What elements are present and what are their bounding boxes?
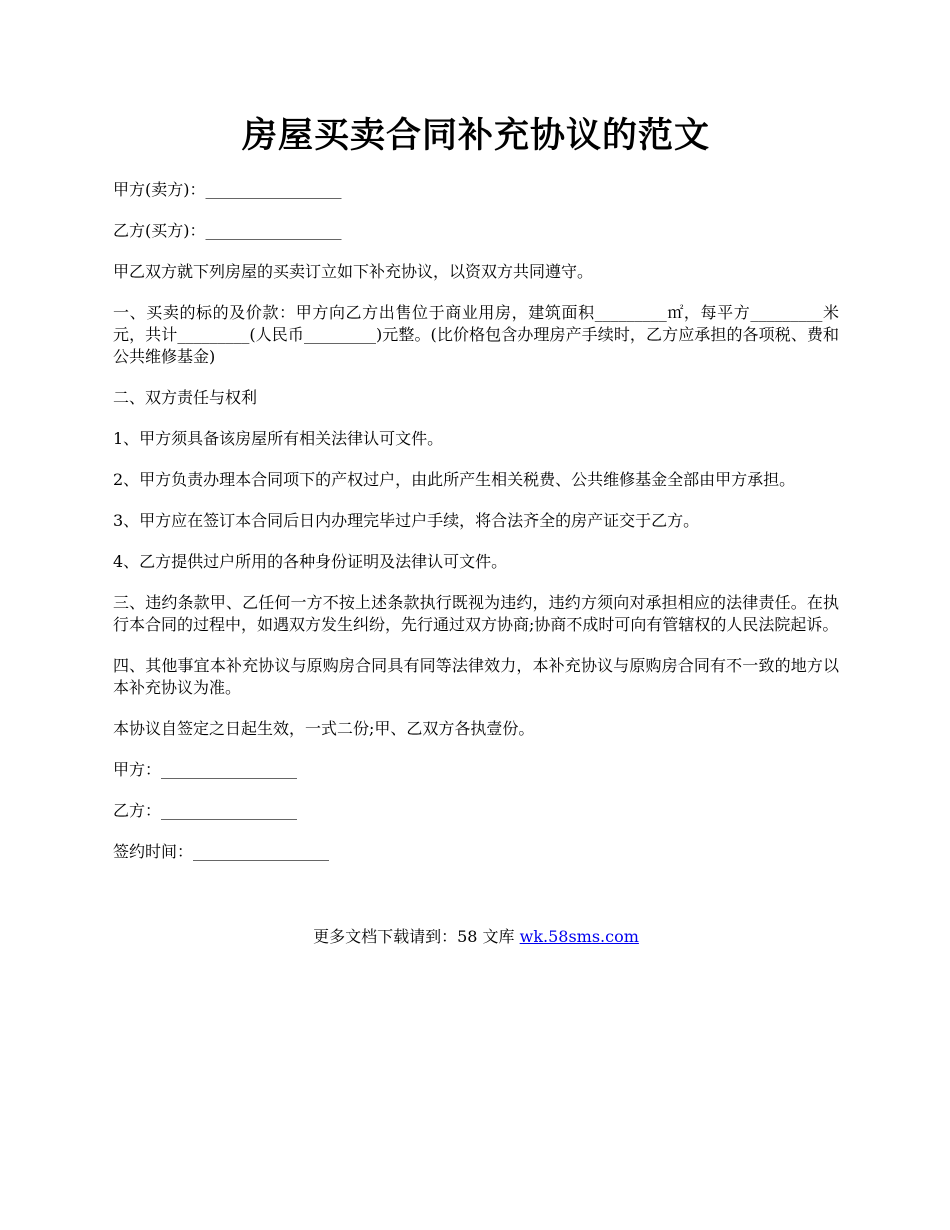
document-title: 房屋买卖合同补充协议的范文 bbox=[241, 115, 710, 156]
clause-4-other: 四、其他事宜本补充协议与原购房合同具有同等法律效力，本补充协议与原购房合同有不一致的地方以本补充协议为准。 bbox=[113, 656, 839, 697]
intro-paragraph: 甲乙双方就下列房屋的买卖订立如下补充协议，以资双方共同遵守。 bbox=[113, 262, 594, 281]
buyer-field: 乙方(买方)：_________________ bbox=[113, 221, 342, 240]
party-b-signature: 乙方：_________________ bbox=[113, 801, 298, 820]
clause-2-heading: 二、双方责任与权利 bbox=[113, 388, 258, 407]
clause-2-item-4: 4、乙方提供过户所用的各种身份证明及法律认可文件。 bbox=[113, 552, 508, 571]
clause-2-item-3: 3、甲方应在签订本合同后日内办理完毕过户手续，将合法齐全的房产证交于乙方。 bbox=[113, 511, 700, 530]
document-body bbox=[113, 179, 839, 882]
clause-1-price: 一、买卖的标的及价款：甲方向乙方出售位于商业用房，建筑面积_________㎡，每平方_________米元，共计_________(人民币_________)元整。(比价格包含办理房产手续时，乙方应承担的各项税、费和公共维修基金) bbox=[113, 303, 839, 366]
footer bbox=[113, 926, 839, 948]
clause-2-item-1: 1、甲方须具备该房屋所有相关法律认可文件。 bbox=[113, 429, 444, 448]
footer-link[interactable]: wk.58sms.com bbox=[519, 927, 639, 946]
clause-2-item-2: 2、甲方负责办理本合同项下的产权过户，由此所产生相关税费、公共维修基金全部由甲方承担。 bbox=[113, 470, 796, 489]
clause-3-breach: 三、违约条款甲、乙任何一方不按上述条款执行既视为违约，违约方须向对承担相应的法律责任。在执行本合同的过程中，如遇双方发生纠纷，先行通过双方协商;协商不成时可向有管辖权的人民法院起诉。 bbox=[113, 593, 839, 634]
effective-clause: 本协议自签定之日起生效，一式二份;甲、乙双方各执壹份。 bbox=[113, 719, 535, 738]
footer-text: 更多文档下载请到：58 文库 bbox=[313, 927, 520, 946]
signing-date: 签约时间：_________________ bbox=[113, 842, 330, 861]
seller-field: 甲方(卖方)：_________________ bbox=[113, 180, 342, 199]
party-a-signature: 甲方：_________________ bbox=[113, 760, 298, 779]
